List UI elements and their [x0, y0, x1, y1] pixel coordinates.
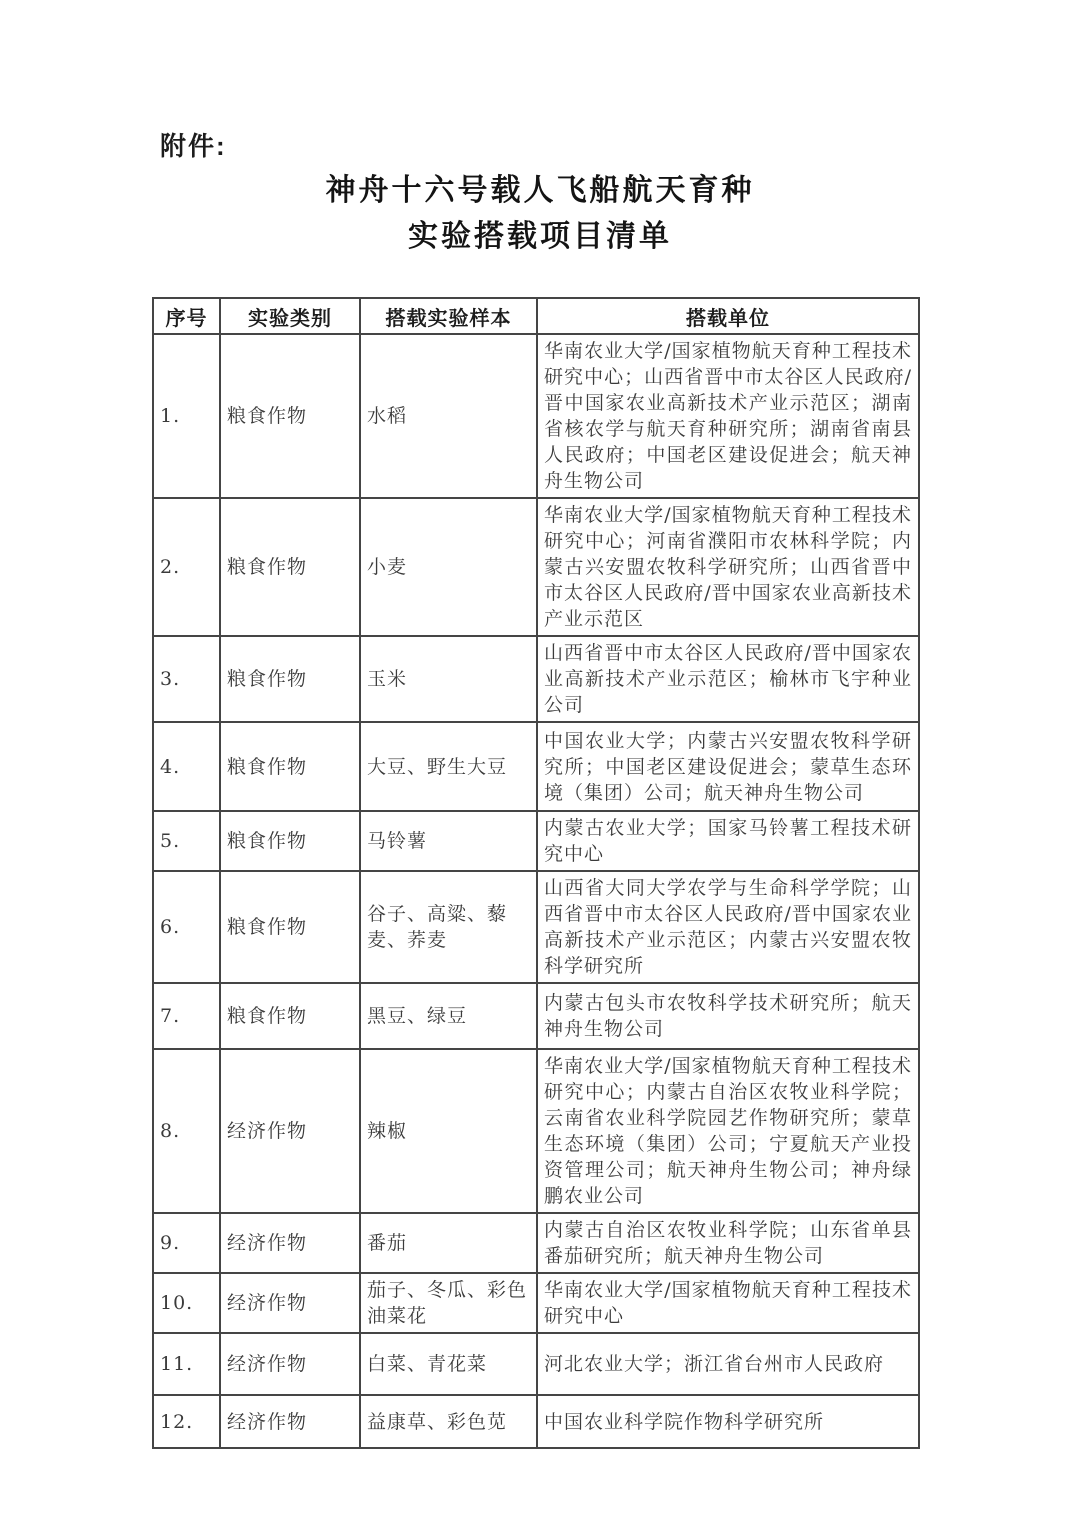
- table-header-row: [153, 298, 919, 334]
- table-row: [153, 871, 919, 983]
- cell-category: 经济作物: [220, 1213, 360, 1273]
- table-row: [153, 983, 919, 1049]
- cell-no: 2.: [153, 498, 220, 636]
- projects-table: [152, 297, 920, 1449]
- cell-category: 粮食作物: [220, 334, 360, 498]
- table-row: [153, 1333, 919, 1395]
- cell-no: 1.: [153, 334, 220, 498]
- cell-no: 3.: [153, 636, 220, 722]
- cell-sample: 茄子、冬瓜、彩色油菜花: [360, 1273, 537, 1333]
- header-no: 序号: [153, 298, 220, 334]
- table-row: [153, 1049, 919, 1213]
- cell-category: 经济作物: [220, 1273, 360, 1333]
- cell-units: 山西省晋中市太谷区人民政府/晋中国家农业高新技术产业示范区；榆林市飞宇种业公司: [537, 636, 919, 722]
- cell-category: 粮食作物: [220, 498, 360, 636]
- cell-no: 7.: [153, 983, 220, 1049]
- header-units: 搭载单位: [537, 298, 919, 334]
- cell-units: 内蒙古自治区农牧业科学院；山东省单县番茄研究所；航天神舟生物公司: [537, 1213, 919, 1273]
- attachment-label: 附件:: [160, 131, 227, 161]
- cell-sample: 谷子、高粱、藜麦、荞麦: [360, 871, 537, 983]
- cell-no: 6.: [153, 871, 220, 983]
- cell-sample: 益康草、彩色苋: [360, 1395, 537, 1448]
- cell-no: 11.: [153, 1333, 220, 1395]
- cell-units: 河北农业大学；浙江省台州市人民政府: [537, 1333, 919, 1395]
- table-row: [153, 498, 919, 636]
- table-row: [153, 636, 919, 722]
- cell-sample: 辣椒: [360, 1049, 537, 1213]
- cell-units: 中国农业大学；内蒙古兴安盟农牧科学研究所；中国老区建设促进会；蒙草生态环境（集团）公司；航天神舟生物公司: [537, 722, 919, 811]
- cell-category: 粮食作物: [220, 983, 360, 1049]
- cell-units: 内蒙古包头市农牧科学技术研究所；航天神舟生物公司: [537, 983, 919, 1049]
- header-sample: 搭载实验样本: [360, 298, 537, 334]
- cell-category: 粮食作物: [220, 636, 360, 722]
- cell-no: 5.: [153, 811, 220, 871]
- cell-sample: 小麦: [360, 498, 537, 636]
- cell-category: 粮食作物: [220, 871, 360, 983]
- table-row: [153, 1273, 919, 1333]
- cell-no: 10.: [153, 1273, 220, 1333]
- cell-units: 山西省大同大学农学与生命科学学院；山西省晋中市太谷区人民政府/晋中国家农业高新技术产业示范区；内蒙古兴安盟农牧科学研究所: [537, 871, 919, 983]
- cell-units: 华南农业大学/国家植物航天育种工程技术研究中心；河南省濮阳市农林科学院；内蒙古兴安盟农牧科学研究所；山西省晋中市太谷区人民政府/晋中国家农业高新技术产业示范区: [537, 498, 919, 636]
- table-row: [153, 334, 919, 498]
- cell-sample: 番茄: [360, 1213, 537, 1273]
- cell-no: 12.: [153, 1395, 220, 1448]
- table-row: [153, 722, 919, 811]
- cell-category: 经济作物: [220, 1395, 360, 1448]
- cell-category: 粮食作物: [220, 722, 360, 811]
- cell-category: 经济作物: [220, 1049, 360, 1213]
- table-row: [153, 1395, 919, 1448]
- cell-sample: 玉米: [360, 636, 537, 722]
- header-category: 实验类别: [220, 298, 360, 334]
- title-line-2: 实验搭载项目清单: [408, 219, 672, 254]
- cell-sample: 马铃薯: [360, 811, 537, 871]
- cell-sample: 白菜、青花菜: [360, 1333, 537, 1395]
- cell-no: 4.: [153, 722, 220, 811]
- title-line-1: 神舟十六号载人飞船航天育种: [325, 173, 755, 208]
- cell-category: 经济作物: [220, 1333, 360, 1395]
- cell-units: 华南农业大学/国家植物航天育种工程技术研究中心；山西省晋中市太谷区人民政府/晋中国家农业高新技术产业示范区；湖南省核农学与航天育种研究所；湖南省南县人民政府；中国老区建设促进会；航天神舟生物公司: [537, 334, 919, 498]
- cell-sample: 大豆、野生大豆: [360, 722, 537, 811]
- cell-units: 中国农业科学院作物科学研究所: [537, 1395, 919, 1448]
- cell-no: 9.: [153, 1213, 220, 1273]
- cell-units: 华南农业大学/国家植物航天育种工程技术研究中心: [537, 1273, 919, 1333]
- cell-sample: 水稻: [360, 334, 537, 498]
- cell-category: 粮食作物: [220, 811, 360, 871]
- table-row: [153, 811, 919, 871]
- cell-units: 内蒙古农业大学；国家马铃薯工程技术研究中心: [537, 811, 919, 871]
- cell-units: 华南农业大学/国家植物航天育种工程技术研究中心；内蒙古自治区农牧业科学院；云南省农业科学院园艺作物研究所；蒙草生态环境（集团）公司；宁夏航天产业投资管理公司；航天神舟生物公司；神舟绿鹏农业公司: [537, 1049, 919, 1213]
- document-title: [0, 168, 1080, 260]
- cell-no: 8.: [153, 1049, 220, 1213]
- cell-sample: 黑豆、绿豆: [360, 983, 537, 1049]
- table-row: [153, 1213, 919, 1273]
